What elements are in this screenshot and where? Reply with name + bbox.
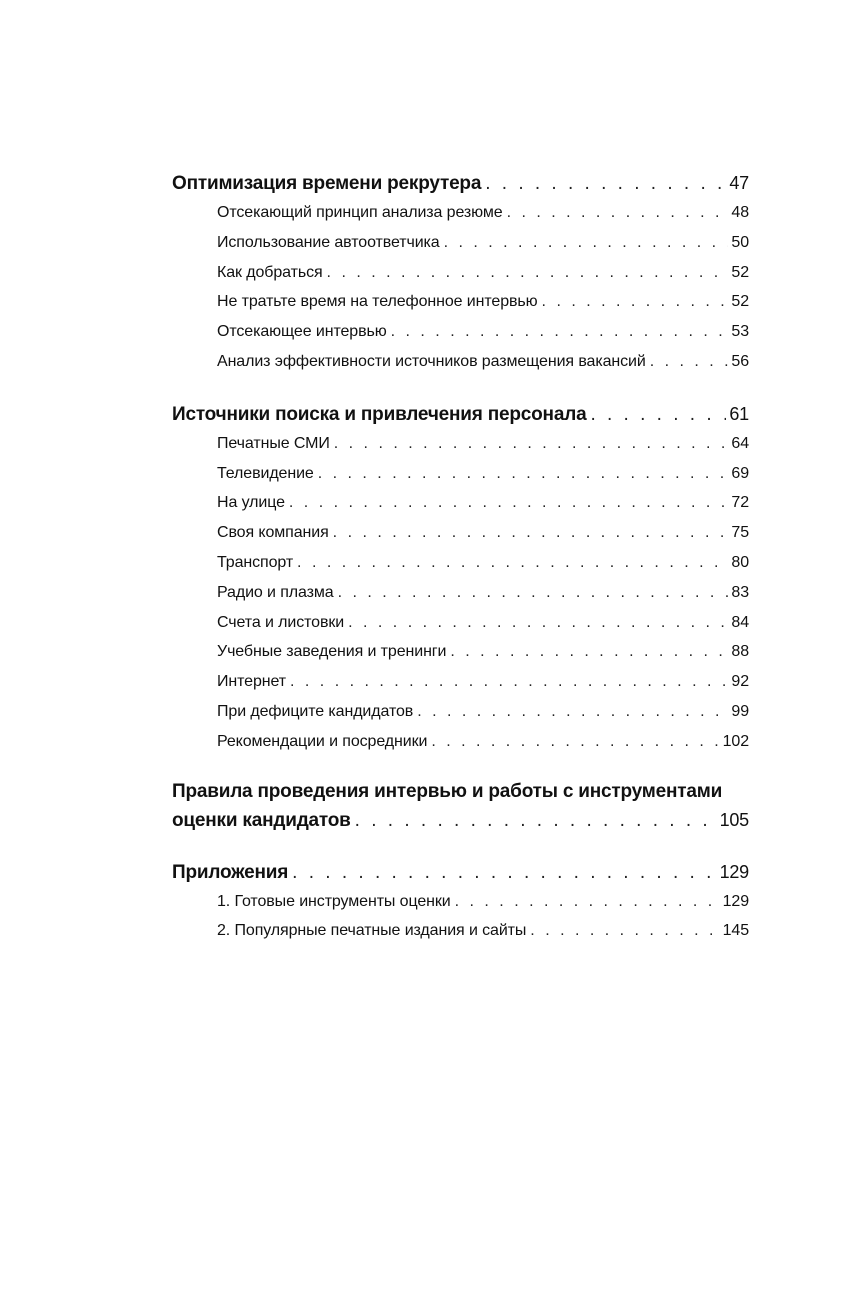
entry-title: Радио и плазма <box>217 583 334 601</box>
page-number: 145 <box>722 922 749 940</box>
page-number: 47 <box>729 173 749 193</box>
dot-leader <box>333 518 729 548</box>
toc-entry[interactable] <box>172 488 749 518</box>
dot-leader <box>431 727 719 757</box>
page-number: 53 <box>731 323 749 341</box>
dot-leader <box>650 347 729 377</box>
toc-entry[interactable] <box>172 697 749 727</box>
toc-entry[interactable] <box>172 548 749 578</box>
dot-leader <box>327 258 729 288</box>
entry-title: Использование автоответчика <box>217 233 440 251</box>
page-number: 64 <box>731 434 749 452</box>
page-number: 84 <box>731 613 749 631</box>
toc-entry[interactable] <box>172 637 749 667</box>
dot-leader <box>334 429 729 459</box>
toc-entry[interactable] <box>172 258 749 288</box>
toc-entry[interactable] <box>172 198 749 228</box>
toc-section-recruiter-time <box>172 168 749 377</box>
dot-leader <box>530 916 719 946</box>
page-number: 56 <box>731 352 749 370</box>
entry-title: Телевидение <box>217 464 314 482</box>
entry-title: При дефиците кандидатов <box>217 702 414 720</box>
chapter-title-line-1[interactable]: Правила проведения интервью и работы с инструментами <box>172 780 723 802</box>
page-number: 61 <box>729 403 749 424</box>
entry-title: Не тратьте время на телефонное интервью <box>217 293 538 311</box>
entry-title: Счета и листовки <box>217 613 345 631</box>
entry-title: Отсекающий принцип анализа резюме <box>217 204 503 221</box>
dot-leader <box>542 287 729 317</box>
toc-entry[interactable] <box>172 287 749 317</box>
entry-title: 2. Популярные печатные издания и сайты <box>217 922 527 940</box>
toc-entry[interactable] <box>172 518 749 548</box>
dot-leader <box>355 806 717 835</box>
page-number: 129 <box>722 892 749 910</box>
dot-leader <box>485 169 726 198</box>
page-number: 80 <box>731 553 749 571</box>
dot-leader <box>391 317 729 347</box>
toc-entry[interactable] <box>172 727 749 757</box>
toc-entry[interactable] <box>172 578 749 608</box>
toc-entry[interactable] <box>172 667 749 697</box>
entry-title: Отсекающее интервью <box>217 323 387 341</box>
page-number: 52 <box>731 263 749 281</box>
dot-leader <box>450 637 728 667</box>
dot-leader <box>290 667 728 697</box>
dot-leader <box>297 548 728 578</box>
entry-title: Как добраться <box>217 263 323 281</box>
page-number: 50 <box>731 233 749 251</box>
entry-title: Транспорт <box>217 553 294 571</box>
page-number: 92 <box>731 673 749 691</box>
dot-leader <box>444 228 729 258</box>
chapter-title-line-2: оценки кандидатов <box>172 809 351 831</box>
page-number: 72 <box>731 494 749 512</box>
toc-entry[interactable] <box>172 608 749 638</box>
toc-section-interview-rules <box>172 779 749 835</box>
dot-leader <box>289 488 728 518</box>
dot-leader <box>318 459 729 489</box>
toc-entry[interactable] <box>172 347 749 377</box>
chapter-title: Оптимизация времени рекрутера <box>172 173 482 194</box>
toc-section-appendices <box>172 857 749 947</box>
toc-entry[interactable] <box>172 429 749 459</box>
page-number: 99 <box>731 702 749 720</box>
entry-title: 1. Готовые инструменты оценки <box>217 892 451 910</box>
page-number: 102 <box>722 732 749 750</box>
toc-entry[interactable] <box>172 228 749 258</box>
page-number: 83 <box>731 583 749 601</box>
toc-chapter-entry[interactable] <box>172 857 749 887</box>
dot-leader <box>590 400 726 429</box>
toc-entry[interactable] <box>172 317 749 347</box>
page-number: 48 <box>731 204 749 221</box>
chapter-title: Источники поиска и привлечения персонала <box>172 403 587 425</box>
entry-title: Своя компания <box>217 524 329 542</box>
dot-leader <box>348 608 728 638</box>
entry-title: Рекомендации и посредники <box>217 732 428 750</box>
dot-leader <box>292 858 716 887</box>
toc-entry[interactable] <box>172 916 749 946</box>
chapter-title: Приложения <box>172 861 289 883</box>
entry-title: Анализ эффективности источников размещения вакансий <box>217 352 646 370</box>
page-number: 75 <box>731 524 749 542</box>
dot-leader <box>455 887 720 917</box>
toc-section-sources <box>172 399 749 757</box>
entry-title: Интернет <box>217 673 287 691</box>
entry-title: Печатные СМИ <box>217 434 330 452</box>
table-of-contents <box>172 168 749 968</box>
toc-entry[interactable] <box>172 887 749 917</box>
entry-title: На улице <box>217 494 285 512</box>
toc-chapter-entry[interactable] <box>172 805 749 835</box>
dot-leader <box>507 198 729 228</box>
dot-leader <box>338 578 729 608</box>
entry-title: Учебные заведения и тренинги <box>217 643 447 661</box>
page-number: 69 <box>731 464 749 482</box>
toc-entry[interactable] <box>172 459 749 489</box>
toc-chapter-entry[interactable] <box>172 399 749 429</box>
page-number: 105 <box>719 809 749 830</box>
page-number: 129 <box>719 861 749 882</box>
page-number: 88 <box>731 643 749 661</box>
toc-chapter-entry[interactable] <box>172 168 749 198</box>
page-number: 52 <box>731 293 749 311</box>
dot-leader <box>417 697 728 727</box>
